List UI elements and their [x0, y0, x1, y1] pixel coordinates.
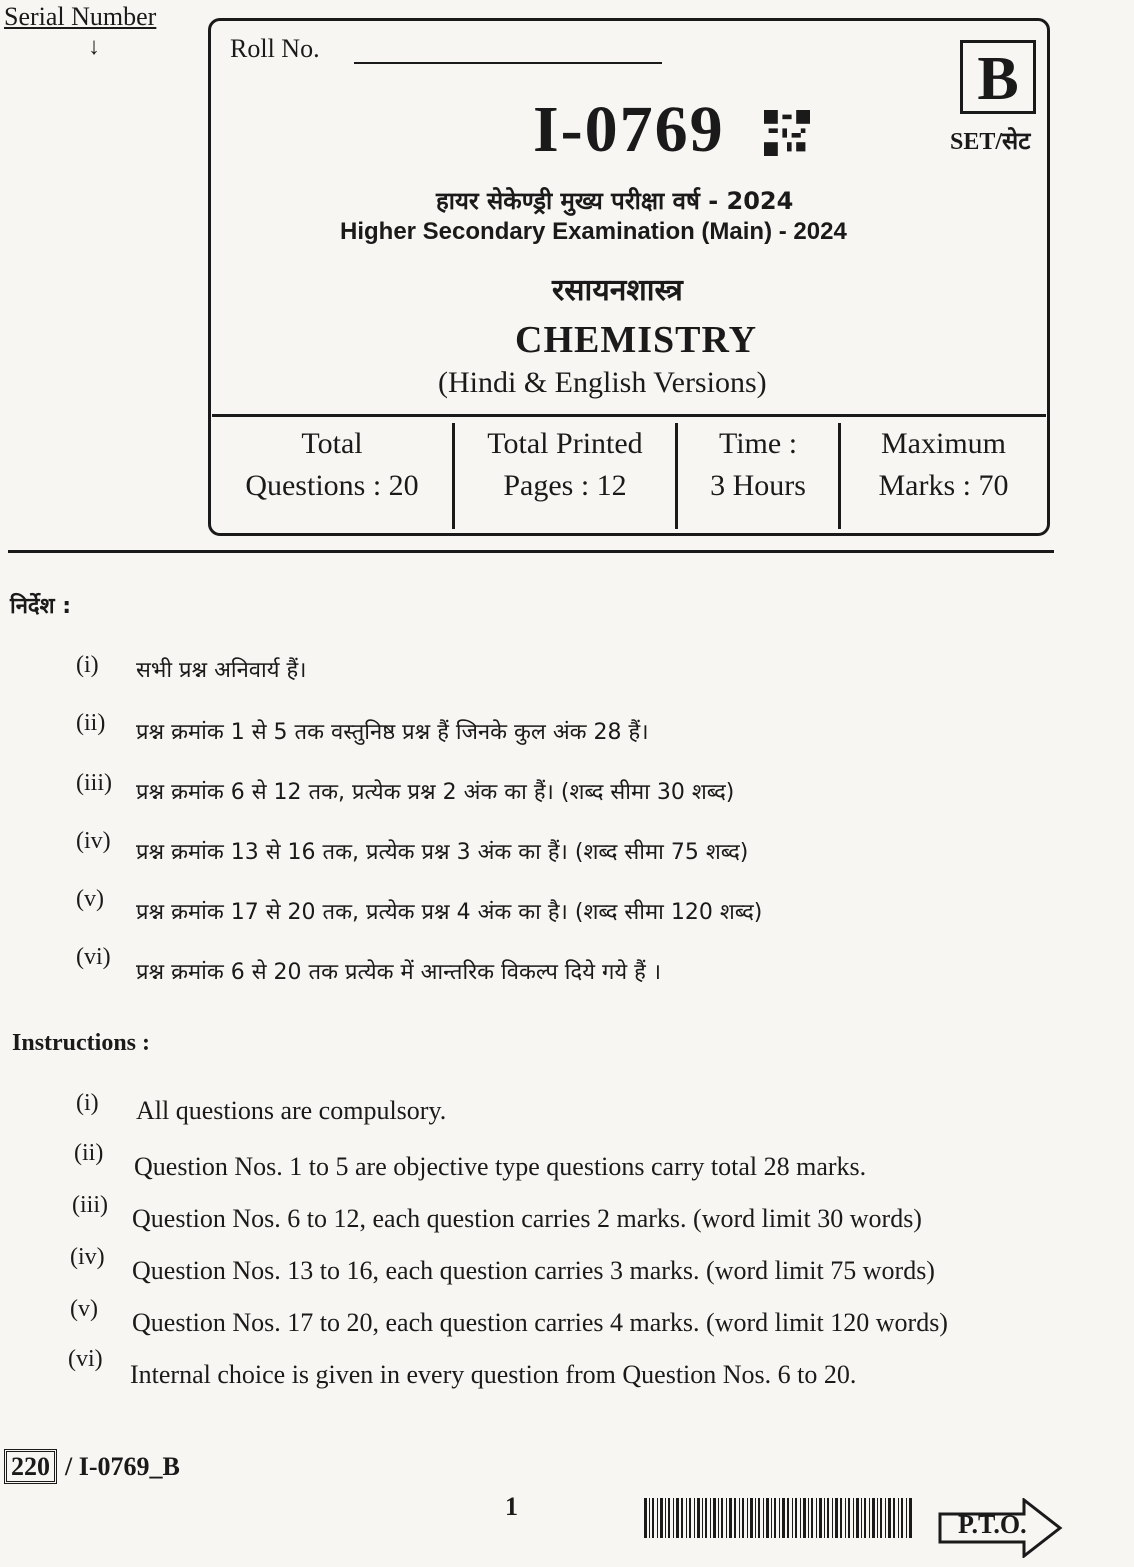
instructions-heading-hindi: निर्देश : [10, 594, 72, 619]
page-number: 1 [505, 1492, 518, 1521]
roll-number-field[interactable] [354, 62, 662, 64]
list-item-text: Question Nos. 17 to 20, each question carries 4 marks. (word limit 120 words) [132, 1308, 948, 1337]
max-marks-cell [841, 423, 1046, 529]
serial-number-label: Serial Number [4, 2, 157, 31]
max-marks-value: Marks : 70 [878, 469, 1009, 502]
total-questions-cell [212, 423, 455, 529]
list-item-text: प्रश्न क्रमांक 17 से 20 तक, प्रत्येक प्रश्न 4 अंक का है। (शब्द सीमा 120 शब्द) [136, 900, 763, 925]
paper-reference: / I-0769_B [65, 1452, 180, 1481]
total-pages-cell [455, 423, 678, 529]
set-letter: B [960, 40, 1036, 114]
qr-code-icon [764, 110, 810, 156]
exam-info-row [212, 414, 1046, 535]
total-questions-label: Total [301, 427, 363, 460]
list-item-text: प्रश्न क्रमांक 1 से 5 तक वस्तुनिष्ठ प्रश्न हैं जिनके कुल अंक 28 हैं। [136, 720, 649, 745]
list-item-number: (iv) [76, 828, 111, 854]
total-questions-value: Questions : 20 [245, 469, 419, 502]
list-item-number: (v) [76, 886, 104, 912]
pto-label: P.T.O. [958, 1510, 1027, 1539]
list-item-number: (vi) [76, 944, 111, 970]
divider [8, 550, 1054, 553]
total-pages-label: Total Printed [487, 427, 643, 460]
subject-english: CHEMISTRY [515, 319, 758, 361]
list-item-number: (iii) [72, 1192, 108, 1218]
list-item-text: Question Nos. 6 to 12, each question carries 2 marks. (word limit 30 words) [132, 1204, 922, 1233]
exam-title-english: Higher Secondary Examination (Main) - 2024 [340, 218, 847, 245]
footer-paper-code [4, 1452, 180, 1482]
subject-hindi: रसायनशास्त्र [552, 273, 683, 308]
list-item-number: (v) [70, 1296, 98, 1322]
exam-title-hindi: हायर सेकेण्ड्री मुख्य परीक्षा वर्ष - 2024 [436, 187, 794, 215]
list-item-number: (ii) [76, 710, 106, 736]
list-item-text: Internal choice is given in every question from Question Nos. 6 to 20. [130, 1360, 857, 1389]
list-item-text: All questions are compulsory. [136, 1096, 447, 1125]
set-label: SET/सेट [950, 129, 1031, 155]
list-item-text: सभी प्रश्न अनिवार्य हैं। [136, 658, 307, 683]
max-marks-label: Maximum [881, 427, 1006, 460]
paper-code: I-0769 [533, 93, 725, 166]
boxed-number: 220 [4, 1449, 57, 1484]
list-item-number: (iii) [76, 770, 112, 796]
versions-note: (Hindi & English Versions) [438, 366, 767, 399]
instructions-heading-english: Instructions : [12, 1030, 151, 1056]
list-item-number: (i) [76, 1090, 99, 1116]
list-item-number: (i) [76, 652, 99, 678]
time-cell [678, 423, 841, 529]
list-item-text: प्रश्न क्रमांक 6 से 12 तक, प्रत्येक प्रश्न 2 अंक का हैं। (शब्द सीमा 30 शब्द) [136, 780, 735, 805]
time-value: 3 Hours [710, 469, 806, 502]
roll-number-label: Roll No. [230, 34, 320, 63]
pto-arrow [938, 1498, 1064, 1563]
list-item-text: Question Nos. 13 to 16, each question carries 3 marks. (word limit 75 words) [132, 1256, 935, 1285]
time-label: Time : [718, 427, 798, 460]
list-item-text: Question Nos. 1 to 5 are objective type questions carry total 28 marks. [134, 1152, 867, 1181]
list-item-text: प्रश्न क्रमांक 13 से 16 तक, प्रत्येक प्रश्न 3 अंक का हैं। (शब्द सीमा 75 शब्द) [136, 840, 749, 865]
list-item-number: (iv) [70, 1244, 105, 1270]
down-arrow-icon: ↓ [88, 34, 100, 60]
list-item-number: (vi) [68, 1346, 103, 1372]
barcode-icon [644, 1498, 912, 1538]
total-pages-value: Pages : 12 [503, 469, 627, 502]
list-item-number: (ii) [74, 1140, 104, 1166]
list-item-text: प्रश्न क्रमांक 6 से 20 तक प्रत्येक में आन्तरिक विकल्प दिये गये हैं । [136, 960, 662, 985]
